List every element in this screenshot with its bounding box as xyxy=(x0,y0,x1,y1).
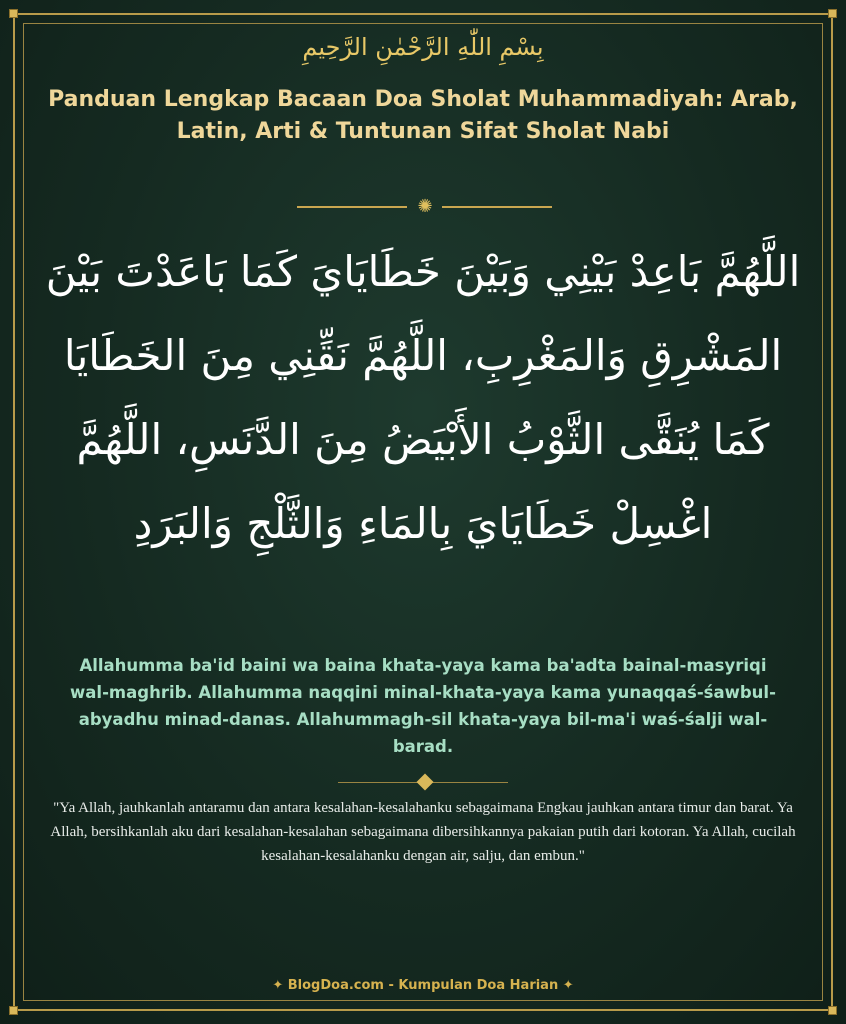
footer-credit: ✦ BlogDoa.com - Kumpulan Doa Harian ✦ xyxy=(272,978,574,993)
corner-ornament-icon xyxy=(9,9,18,18)
divider-left xyxy=(297,206,407,208)
corner-ornament-icon xyxy=(828,1006,837,1015)
translation-text: "Ya Allah, jauhkanlah antaramu dan antara kesalahan-kesalahanku sebagaimana Engkau jauhkan antara timur dan barat. Ya Allah, bersihkanlah aku dari kesalahan-kesalahan sebagaimana dibersihkannya pakaian putih dari kotoran. Ya Allah, cucilah kesalahan-kesalahanku dengan air, salju, dan embun." xyxy=(50,800,796,864)
flower-ornament-icon: ✺ xyxy=(417,196,433,217)
corner-ornament-icon xyxy=(828,9,837,18)
divider-right xyxy=(442,206,552,208)
page-title: Panduan Lengkap Bacaan Doa Sholat Muhammadiyah: Arab, Latin, Arti & Tuntunan Sifat Sholat Nabi xyxy=(48,87,798,144)
basmala: بِسْمِ اللّٰهِ الرَّحْمٰنِ الرَّحِيمِ xyxy=(302,33,544,61)
corner-ornament-icon xyxy=(9,1006,18,1015)
latin-transliteration: Allahumma ba'id baini wa baina khata-yaya kama ba'adta bainal-masyriqi wal-maghrib. Allahumma naqqini minal-khata-yaya kama yunaqqaś-śawbul-abyadhu minad-danas. Allahummagh-sil khata-yaya bil-ma'i waś-śalji wal-barad. xyxy=(70,656,776,756)
arabic-prayer-text: اللَّهُمَّ بَاعِدْ بَيْنِي وَبَيْنَ خَطَايَايَ كَمَا بَاعَدْتَ بَيْنَ المَشْرِقِ وَالمَغْرِبِ، اللَّهُمَّ نَقِّنِي مِنَ الخَطَايَا كَمَا يُنَقَّى الثَّوْبُ الأَبْيَضُ مِنَ الدَّنَسِ، اللَّهُمَّ اغْسِلْ خَطَايَايَ بِالمَاءِ وَالثَّلْجِ وَالبَرَدِ xyxy=(45,247,801,548)
